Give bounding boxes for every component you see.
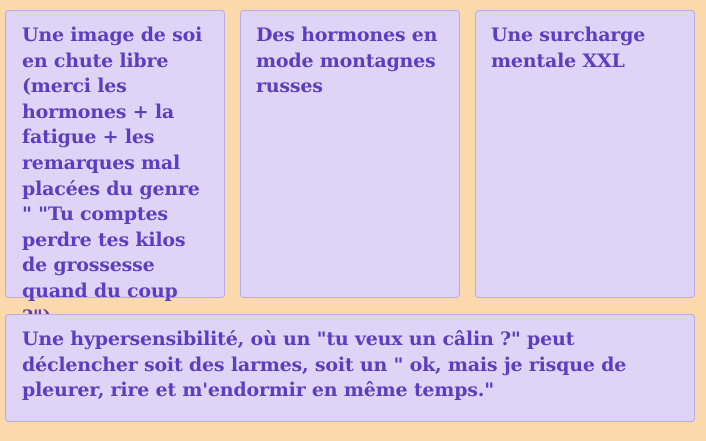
card-hypersensitivity (5, 314, 695, 422)
card-self-image (5, 10, 225, 302)
card-mental-load (475, 10, 695, 298)
card-hormones (240, 10, 460, 298)
card-hypersensitivity-text: Une hypersensibilité, où un "tu veux un câlin ?" peut déclencher soit des larmes, soit un " ok, mais je risque de pleurer, rire et m'endormir en même temps." (22, 328, 627, 402)
card-self-image-text: Une image de soi en chute libre (merci les hormones + la fatigue + les remarques mal placées du genre " "Tu comptes perdre tes kilos de grossesse quand du coup (22, 24, 203, 302)
card-hormones-text: Des hormones en mode montagnes russes (256, 24, 438, 98)
card-mental-load-text: Une surcharge mentale XXL (491, 24, 646, 72)
